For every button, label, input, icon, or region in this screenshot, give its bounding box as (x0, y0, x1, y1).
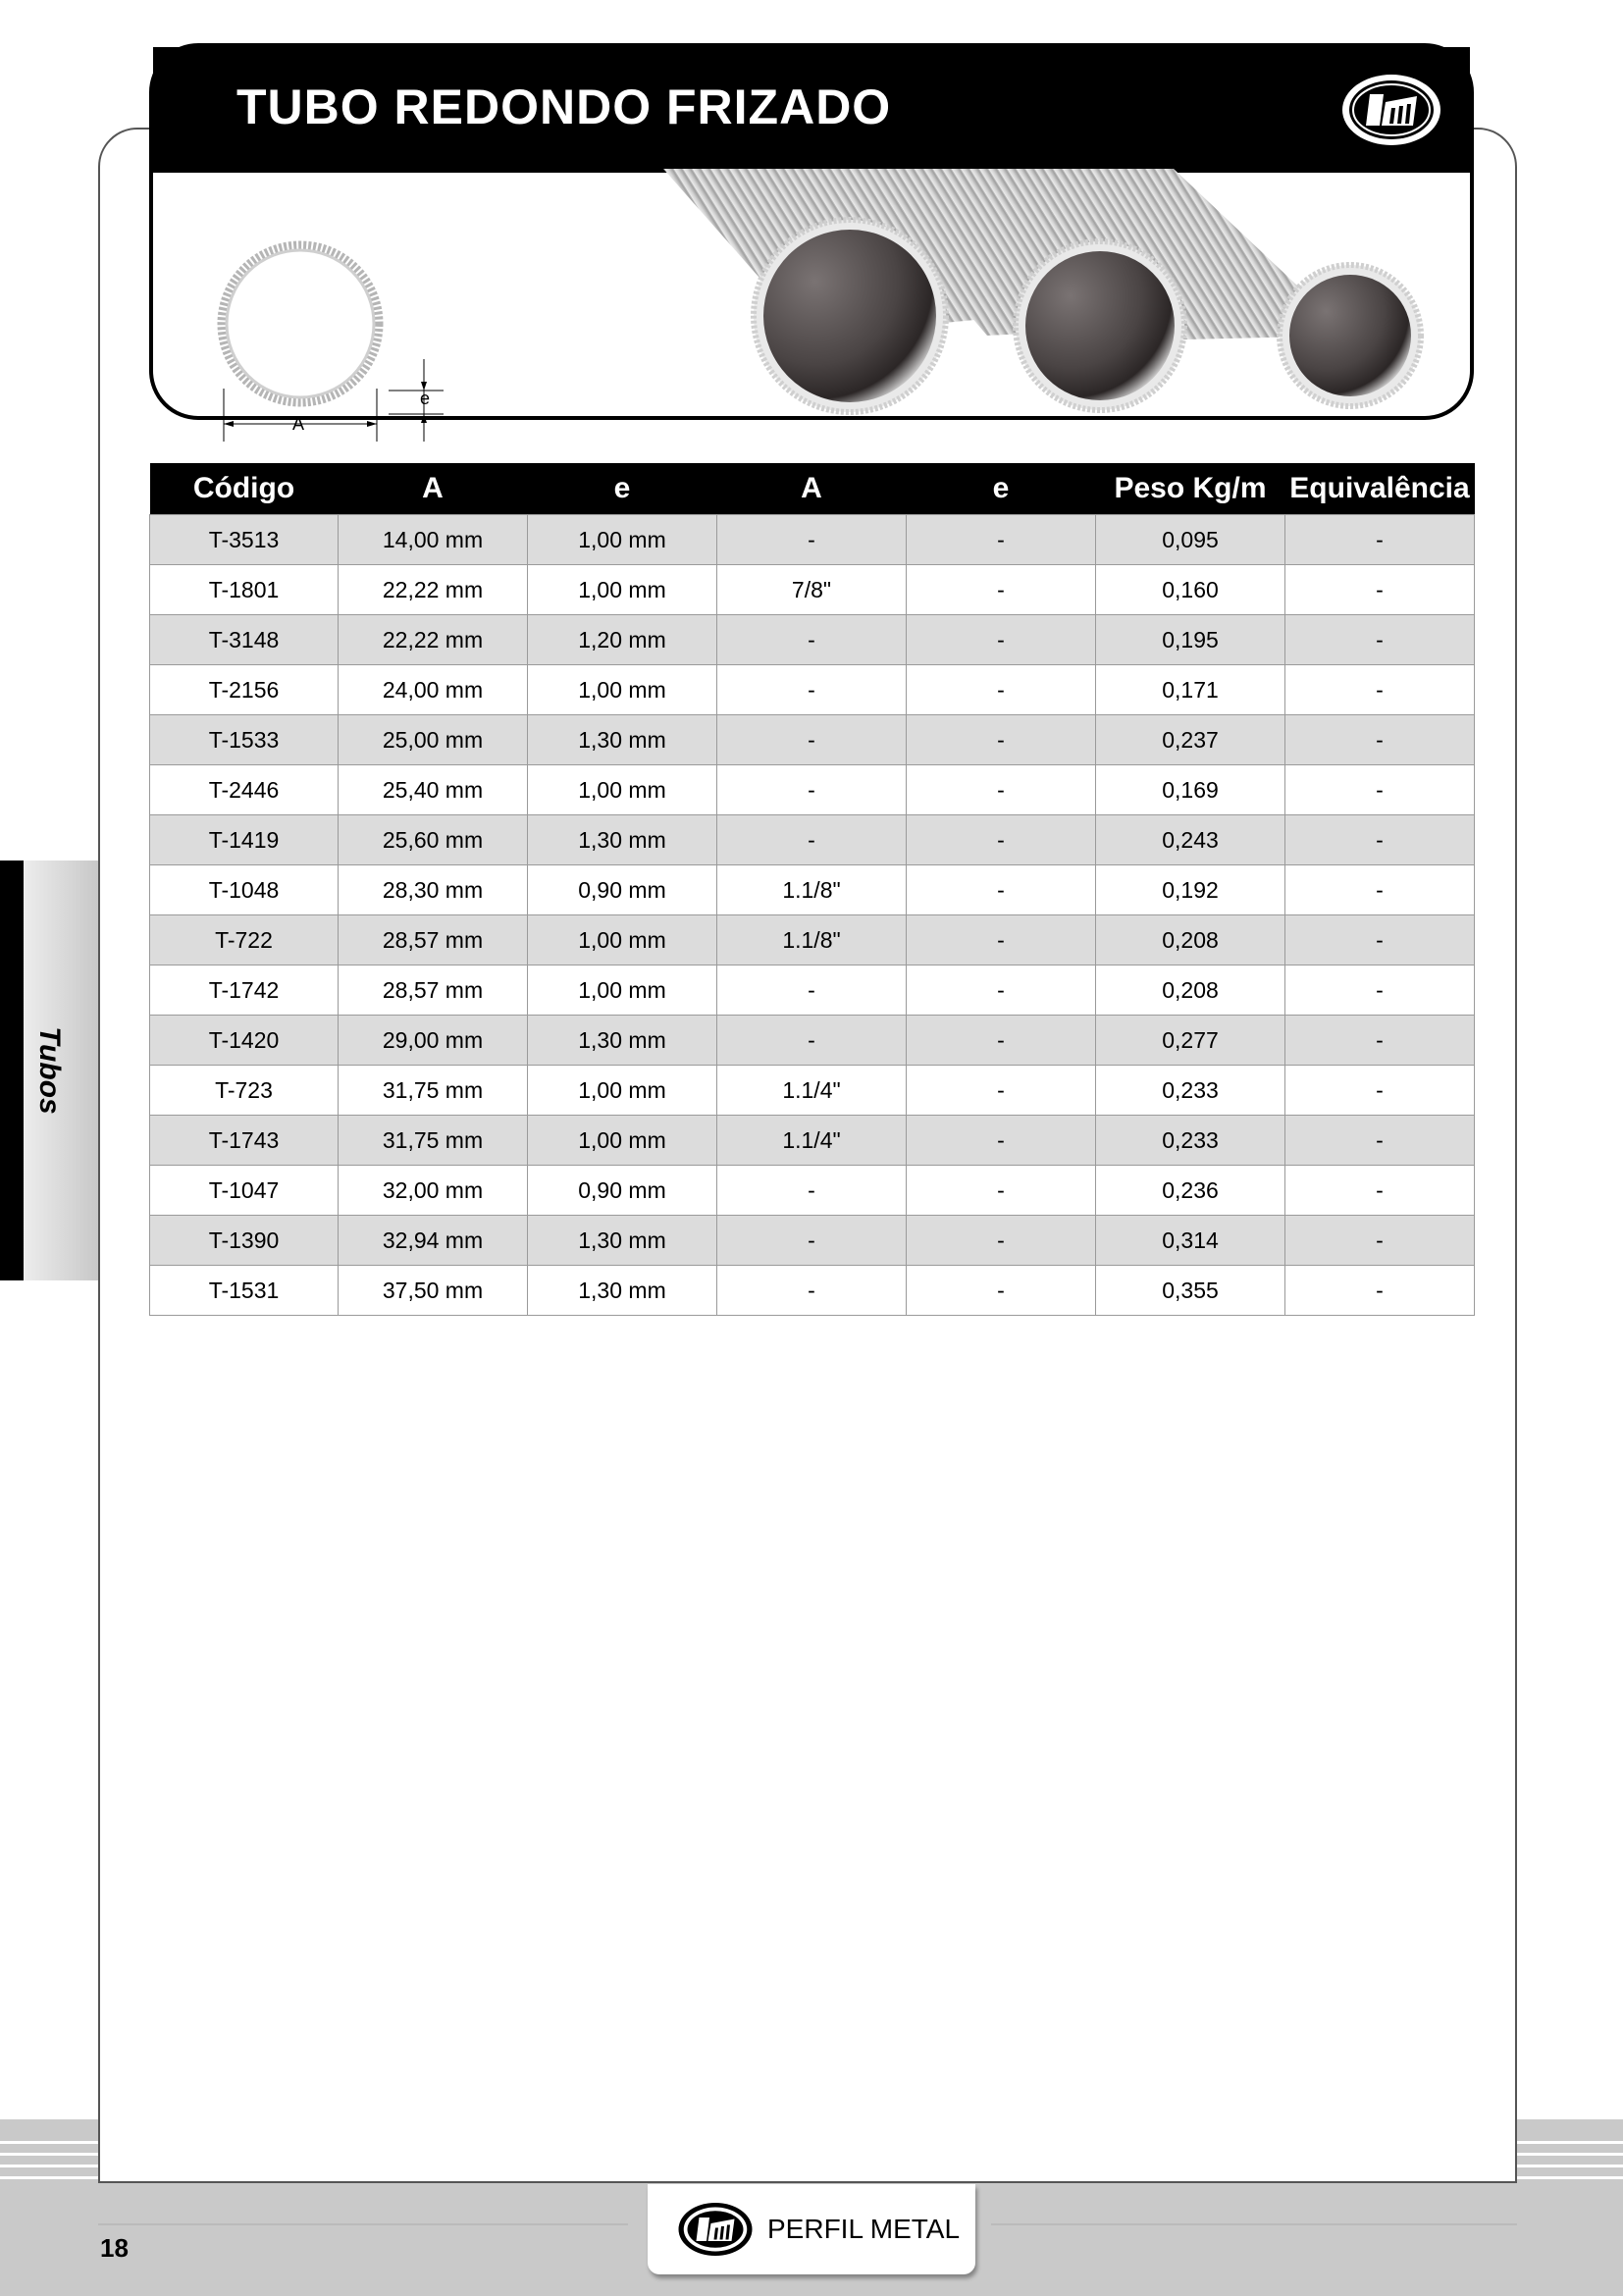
diagram-label-e: e (420, 389, 431, 408)
table-cell: 1.1/8" (717, 915, 907, 965)
table-cell: - (1285, 715, 1475, 765)
table-cell: - (907, 1216, 1096, 1266)
table-cell: - (717, 665, 907, 715)
table-row (150, 665, 1475, 715)
table-cell: 28,57 mm (339, 915, 528, 965)
table-cell: 25,40 mm (339, 765, 528, 815)
table-cell: - (717, 1166, 907, 1216)
table-cell: T-1742 (150, 965, 339, 1016)
table-cell: 1,30 mm (528, 815, 717, 865)
table-cell: 1,30 mm (528, 1266, 717, 1316)
diagram-label-a: A (292, 414, 305, 434)
spec-table (149, 463, 1475, 1316)
brand-logo-icon (1340, 73, 1442, 147)
table-cell: - (907, 865, 1096, 915)
table-cell: - (1285, 865, 1475, 915)
table-cell: T-1390 (150, 1216, 339, 1266)
table-cell: 1,00 mm (528, 965, 717, 1016)
table-cell: 0,169 (1096, 765, 1285, 815)
table-cell: - (1285, 965, 1475, 1016)
table-cell: 0,208 (1096, 915, 1285, 965)
table-cell: 0,243 (1096, 815, 1285, 865)
table-cell: T-3513 (150, 515, 339, 565)
side-tab-label: Tubos (33, 1026, 66, 1115)
table-cell: - (1285, 1016, 1475, 1066)
table-cell: - (1285, 1066, 1475, 1116)
table-cell: - (907, 815, 1096, 865)
table-cell: T-1420 (150, 1016, 339, 1066)
table-cell: 1,30 mm (528, 715, 717, 765)
table-cell: 1.1/8" (717, 865, 907, 915)
tube-cross-section-diagram (222, 234, 457, 449)
table-cell: 32,00 mm (339, 1166, 528, 1216)
table-row (150, 1016, 1475, 1066)
table-cell: 0,160 (1096, 565, 1285, 615)
table-row (150, 1066, 1475, 1116)
table-cell: 1,00 mm (528, 765, 717, 815)
table-cell: - (717, 515, 907, 565)
table-row (150, 565, 1475, 615)
table-cell: 37,50 mm (339, 1266, 528, 1316)
table-cell: 7/8" (717, 565, 907, 615)
table-cell: 31,75 mm (339, 1116, 528, 1166)
table-cell: - (1285, 1166, 1475, 1216)
table-cell: 0,233 (1096, 1116, 1285, 1166)
table-row (150, 1216, 1475, 1266)
table-cell: T-1048 (150, 865, 339, 915)
footer-brand: PERFIL METAL (767, 2214, 961, 2244)
table-cell: 0,277 (1096, 1016, 1285, 1066)
table-cell: T-1531 (150, 1266, 339, 1316)
table-cell: - (907, 715, 1096, 765)
table-cell: 1,00 mm (528, 1116, 717, 1166)
table-cell: 0,236 (1096, 1166, 1285, 1216)
header-e-mm: e (528, 463, 717, 515)
table-cell: 1,30 mm (528, 1016, 717, 1066)
table-cell: 22,22 mm (339, 615, 528, 665)
table-cell: 22,22 mm (339, 565, 528, 615)
table-cell: 1.1/4" (717, 1116, 907, 1166)
table-cell: 28,57 mm (339, 965, 528, 1016)
table-cell: 24,00 mm (339, 665, 528, 715)
table-cell: T-2156 (150, 665, 339, 715)
table-row (150, 965, 1475, 1016)
table-cell: 31,75 mm (339, 1066, 528, 1116)
table-cell: T-3148 (150, 615, 339, 665)
table-row (150, 765, 1475, 815)
header-e-inch: e (907, 463, 1096, 515)
table-cell: 25,60 mm (339, 815, 528, 865)
fluted-tubes-photo (663, 169, 1478, 424)
table-row (150, 815, 1475, 865)
table-cell: 1.1/4" (717, 1066, 907, 1116)
table-body (150, 515, 1475, 1316)
table-cell: - (907, 965, 1096, 1016)
table-cell: T-722 (150, 915, 339, 965)
table-cell: 0,355 (1096, 1266, 1285, 1316)
table-row (150, 715, 1475, 765)
table-row (150, 1266, 1475, 1316)
table-cell: - (1285, 815, 1475, 865)
table-cell: - (907, 1016, 1096, 1066)
table-row (150, 915, 1475, 965)
table-cell: T-1801 (150, 565, 339, 615)
table-cell: 1,30 mm (528, 1216, 717, 1266)
header-codigo: Código (150, 463, 339, 515)
table-cell: T-1743 (150, 1116, 339, 1166)
table-cell: 1,00 mm (528, 665, 717, 715)
page-sheet-bottom (98, 2100, 1517, 2183)
table-cell: - (907, 1066, 1096, 1116)
header-equivalencia: Equivalência (1285, 463, 1475, 515)
table-cell: 1,00 mm (528, 1066, 717, 1116)
table-cell: 1,00 mm (528, 915, 717, 965)
footer-line-right (991, 2223, 1517, 2225)
table-cell: - (907, 1266, 1096, 1316)
header-card (149, 43, 1474, 434)
table-cell: T-1419 (150, 815, 339, 865)
header-a-inch: A (717, 463, 907, 515)
table-row (150, 865, 1475, 915)
table-cell: 1,00 mm (528, 565, 717, 615)
footer-line-left (98, 2223, 628, 2225)
table-row (150, 1166, 1475, 1216)
table-header-row (150, 463, 1475, 515)
table-cell: 0,095 (1096, 515, 1285, 565)
table-cell: T-1533 (150, 715, 339, 765)
footer-badge (648, 2184, 975, 2274)
page-title: TUBO REDONDO FRIZADO (236, 79, 892, 134)
table-cell: 14,00 mm (339, 515, 528, 565)
table-cell: - (907, 615, 1096, 665)
table-cell: - (907, 915, 1096, 965)
table-row (150, 615, 1475, 665)
table-cell: 0,237 (1096, 715, 1285, 765)
header-peso: Peso Kg/m (1096, 463, 1285, 515)
table-cell: - (1285, 765, 1475, 815)
table-cell: - (1285, 665, 1475, 715)
table-cell: - (717, 1216, 907, 1266)
table-cell: T-2446 (150, 765, 339, 815)
page-number: 18 (100, 2233, 129, 2263)
table-cell: - (1285, 1216, 1475, 1266)
table-cell: T-723 (150, 1066, 339, 1116)
table-cell: - (907, 665, 1096, 715)
table-cell: 0,314 (1096, 1216, 1285, 1266)
table-cell: - (717, 815, 907, 865)
table-cell: 0,90 mm (528, 865, 717, 915)
table-cell: - (1285, 515, 1475, 565)
table-cell: 32,94 mm (339, 1216, 528, 1266)
table-cell: 1,00 mm (528, 515, 717, 565)
table-cell: 0,195 (1096, 615, 1285, 665)
table-cell: - (1285, 915, 1475, 965)
table-cell: 0,208 (1096, 965, 1285, 1016)
table-cell: 28,30 mm (339, 865, 528, 915)
table-cell: - (717, 765, 907, 815)
table-cell: 25,00 mm (339, 715, 528, 765)
table-cell: 0,90 mm (528, 1166, 717, 1216)
table-cell: - (717, 965, 907, 1016)
table-cell: - (717, 715, 907, 765)
header-a-mm: A (339, 463, 528, 515)
brand-logo-icon (677, 2200, 754, 2259)
table-cell: - (1285, 565, 1475, 615)
table-cell: - (907, 765, 1096, 815)
table-row (150, 515, 1475, 565)
table-cell: T-1047 (150, 1166, 339, 1216)
table-cell: - (907, 515, 1096, 565)
table-cell: - (717, 615, 907, 665)
header-bar (153, 47, 1470, 173)
table-cell: 0,171 (1096, 665, 1285, 715)
table-cell: - (717, 1266, 907, 1316)
table-cell: 0,192 (1096, 865, 1285, 915)
table-row (150, 1116, 1475, 1166)
table-cell: - (1285, 615, 1475, 665)
table-cell: - (717, 1016, 907, 1066)
table-cell: - (907, 1166, 1096, 1216)
table-cell: 29,00 mm (339, 1016, 528, 1066)
table-cell: - (1285, 1116, 1475, 1166)
table-cell: 1,20 mm (528, 615, 717, 665)
table-cell: 0,233 (1096, 1066, 1285, 1116)
table-cell: - (907, 1116, 1096, 1166)
table-cell: - (1285, 1266, 1475, 1316)
side-tab (0, 861, 98, 1280)
table-cell: - (907, 565, 1096, 615)
